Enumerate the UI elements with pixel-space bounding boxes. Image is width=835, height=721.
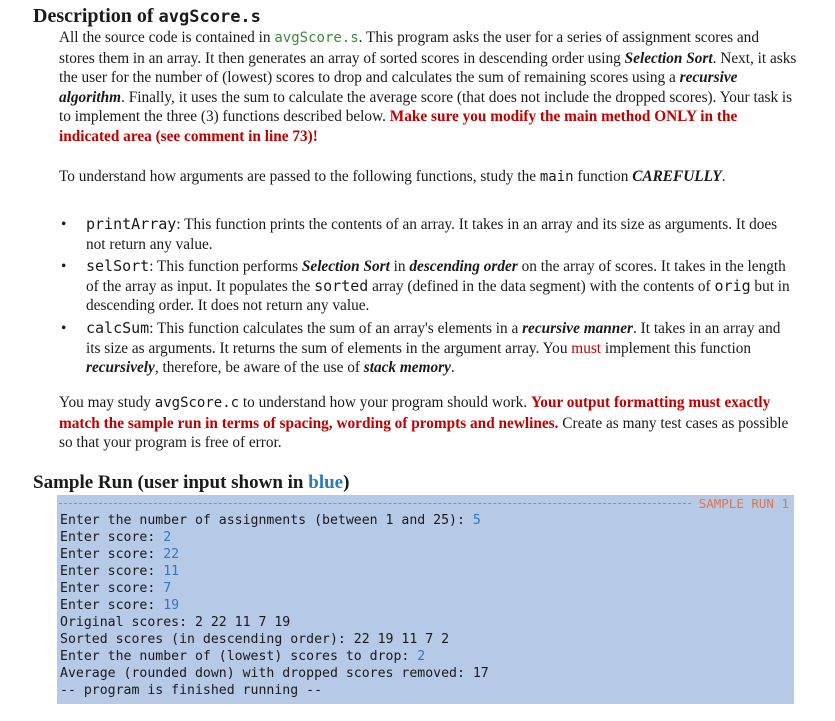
description-heading [33, 5, 261, 28]
p1-text-3: . Next, it asks the user for the number of (lowest) scores to drop and calculates the sum of remaining scores using a [59, 49, 797, 87]
program-output-text: Enter score: [60, 547, 164, 562]
function-description: on the array of scores. It takes in the length of the array as input. It populates the [86, 258, 786, 295]
dashed-divider [59, 503, 691, 504]
function-item-calcsum [59, 319, 797, 378]
recursive-algorithm-emphasis: recursive algorithm [59, 69, 738, 106]
terminal-line [60, 648, 425, 665]
function-description: . It takes in an array and its size as arguments. It returns the sum of elements in the argument array. You [86, 319, 781, 357]
program-output-text: Original scores: 2 22 11 7 19 [60, 615, 291, 630]
bullet-icon: • [61, 258, 67, 276]
modify-main-warning: Make sure you modify the main method ONLY in the indicated area (see comment in line 73)! [59, 108, 738, 145]
program-output-text: Enter score: [60, 564, 164, 579]
program-output-text: Enter the number of (lowest) scores to drop: [60, 649, 418, 664]
function-name: printArray [86, 215, 177, 233]
main-function-name: main [539, 169, 574, 185]
sample-run-heading [33, 472, 349, 494]
selection-sort-emphasis: Selection Sort [301, 258, 390, 276]
function-description: . [450, 359, 455, 377]
function-description: : This function prints the contents of an array. It takes in an array and its size as arguments. It does not return any value. [86, 216, 778, 253]
program-output-text: Enter the number of assignments (between 1 and 25): [60, 513, 473, 528]
bullet-icon: • [61, 319, 67, 337]
description-paragraph-3 [59, 393, 797, 453]
orig-array-name: orig [714, 276, 751, 295]
terminal-line [60, 682, 322, 699]
recursively-emphasis: recursively [86, 359, 155, 377]
user-input-text: 7 [163, 581, 172, 596]
function-description: , therefore, be aware of the use of [154, 359, 364, 377]
user-input-text: 11 [163, 564, 180, 579]
function-name: selSort [86, 257, 150, 276]
source-file-name: avgScore.s [274, 30, 359, 46]
stack-memory-emphasis: stack memory [363, 359, 451, 377]
function-item-printarray [59, 215, 797, 254]
program-output-text: Sorted scores (in descending order): 22 19 11 7 2 [60, 632, 450, 647]
function-description: in [389, 258, 410, 276]
must-emphasis: must [571, 339, 602, 357]
p2-text-1: To understand how arguments are passed to the following functions, study the [59, 168, 540, 185]
program-output-text: Enter score: [60, 598, 164, 613]
function-description: array (defined in the data segment) with the contents of [368, 277, 715, 295]
sample-run-header [59, 496, 791, 512]
p3-text-3: Create as many test cases as possible so that your program is free of error. [59, 414, 789, 452]
p3-text-2: to understand how your program should work. [239, 394, 531, 411]
description-paragraph-2 [59, 167, 797, 188]
user-input-text: 19 [163, 598, 180, 613]
output-formatting-warning: Your output formatting must exactly match the sample run in terms of spacing, wording of prompts and newlines. [59, 394, 771, 432]
terminal-line [60, 580, 171, 597]
program-output-text: -- program is finished running -- [60, 683, 323, 698]
p1-text-1: All the source code is contained in [59, 29, 275, 46]
terminal-line [60, 665, 489, 682]
terminal-line [60, 512, 481, 529]
sorted-array-name: sorted [314, 276, 369, 295]
program-output-text: Average (rounded down) with dropped scores removed: 17 [60, 666, 489, 681]
sample-heading-prefix: Sample Run (user input shown in [33, 472, 309, 493]
function-description: : This function performs [149, 258, 302, 276]
program-output-text: Enter score: [60, 581, 164, 596]
user-input-text: 22 [163, 547, 180, 562]
c-source-file-name: avgScore.c [154, 395, 240, 411]
p2-text-3: . [721, 168, 726, 185]
recursive-manner-emphasis: recursive manner [522, 319, 634, 337]
function-description: : This function calculates the sum of an array's elements in a [149, 319, 523, 337]
description-heading-file: avgScore.s [158, 7, 261, 27]
description-paragraph-1 [59, 28, 797, 147]
terminal-line [60, 597, 179, 614]
user-input-text: 2 [417, 649, 426, 664]
p1-text-4: . Finally, it uses the sum to calculate the average score (that does not include the dropped scores). Your task is to implement the three (3) functions described below. [59, 88, 793, 126]
user-input-text: 2 [163, 530, 172, 545]
p3-text-1: You may study [59, 394, 155, 411]
function-description: implement this function [601, 339, 752, 357]
terminal-line [60, 614, 290, 631]
sample-heading-suffix: ) [343, 472, 350, 493]
descending-order-emphasis: descending order [409, 258, 518, 276]
carefully-emphasis: CAREFULLY [632, 168, 722, 185]
function-list [59, 215, 797, 381]
function-name: calcSum [86, 318, 150, 337]
sample-heading-blue: blue [308, 472, 344, 493]
user-input-text: 5 [472, 513, 481, 528]
p2-text-2: function [573, 168, 629, 185]
sample-run-terminal [57, 495, 794, 704]
selection-sort-emphasis: Selection Sort [624, 49, 713, 67]
function-item-selsort [59, 257, 797, 316]
sample-run-label: SAMPLE RUN 1 [698, 496, 789, 511]
description-heading-prefix: Description of [33, 5, 159, 27]
terminal-line [60, 546, 179, 563]
program-output-text: Enter score: [60, 530, 164, 545]
terminal-line [60, 563, 179, 580]
function-description: but in descending order. It does not return any value. [86, 277, 790, 315]
terminal-line [60, 631, 449, 648]
terminal-line [60, 529, 171, 546]
bullet-icon: • [61, 216, 67, 233]
p1-text-2: . This program asks the user for a series of assignment scores and stores them in an array. It then generates an array of sorted scores in descending order using [59, 29, 759, 67]
